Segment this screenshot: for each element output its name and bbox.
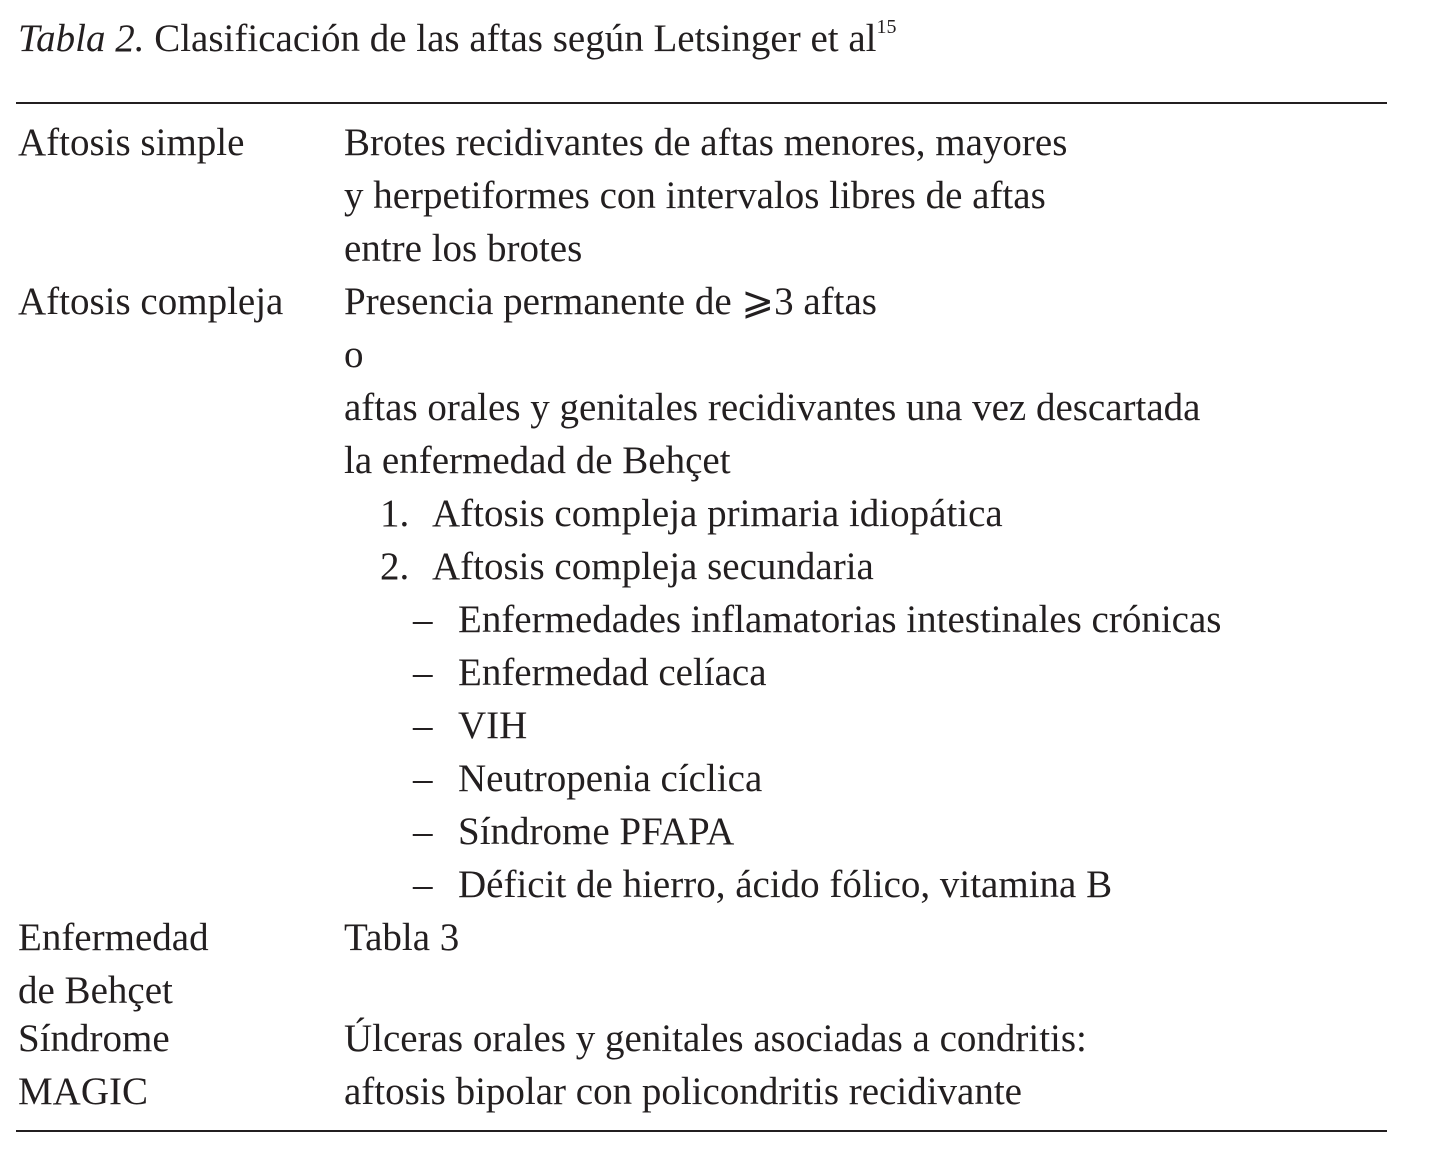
term-line: Enfermedad [18,916,209,959]
desc-line: Úlceras orales y genitales asociadas a condritis: [344,1017,1087,1060]
dash-marker: – [413,651,433,694]
dash-marker: – [413,704,433,747]
item-text: Enfermedad celíaca [458,651,767,694]
reference-superscript: 15 [876,16,897,38]
item-text: Neutropenia cíclica [458,757,763,800]
dashed-item [344,858,1221,911]
item-text: Aftosis compleja primaria idiopática [432,492,1003,535]
top-rule [16,102,1387,104]
desc-line: aftas orales y genitales recidivantes una vez descartada [344,386,1201,429]
dashed-item [344,699,1221,752]
dash-marker: – [413,810,433,853]
table-title: Clasificación de las aftas según Letsinger et al [154,17,877,60]
item-number: 2. [380,545,410,588]
desc-line: o [344,333,364,376]
table-caption [18,14,897,64]
dash-marker: – [413,863,433,906]
item-text: VIH [458,704,528,747]
desc-line: la enfermedad de Behçet [344,439,731,482]
row-term [18,911,209,1017]
item-text: Déficit de hierro, ácido fólico, vitamina B [458,863,1113,906]
desc-line: Presencia permanente de ⩾3 aftas [344,280,877,323]
dash-marker: – [413,757,433,800]
term-line: Síndrome [18,1017,170,1060]
dashed-item [344,752,1221,805]
item-text: Síndrome PFAPA [458,810,735,853]
table-label: Tabla 2. [18,17,145,60]
row-description [344,1012,1087,1118]
row-description [344,911,459,964]
desc-line: Tabla 3 [344,916,460,959]
dashed-item [344,646,1221,699]
item-number: 1. [380,492,410,535]
item-text: Enfermedades inflamatorias intestinales crónicas [458,598,1222,641]
numbered-item [344,487,1221,540]
desc-line: y herpetiformes con intervalos libres de aftas [344,174,1046,217]
row-term [18,1012,170,1118]
term-line: MAGIC [18,1070,149,1113]
dash-marker: – [413,598,433,641]
row-description [344,116,1067,275]
term-line: Aftosis compleja [18,280,284,323]
desc-line: Brotes recidivantes de aftas menores, mayores [344,121,1068,164]
item-text: Aftosis compleja secundaria [432,545,874,588]
numbered-item [344,540,1221,593]
desc-line: aftosis bipolar con policondritis recidivante [344,1070,1022,1113]
row-term [18,116,244,169]
bottom-rule [16,1130,1387,1132]
dashed-item [344,805,1221,858]
term-line: Aftosis simple [18,121,245,164]
term-line: de Behçet [18,969,173,1012]
row-term [18,275,283,328]
dashed-item [344,593,1221,646]
desc-line: entre los brotes [344,227,583,270]
row-description [344,275,1221,911]
